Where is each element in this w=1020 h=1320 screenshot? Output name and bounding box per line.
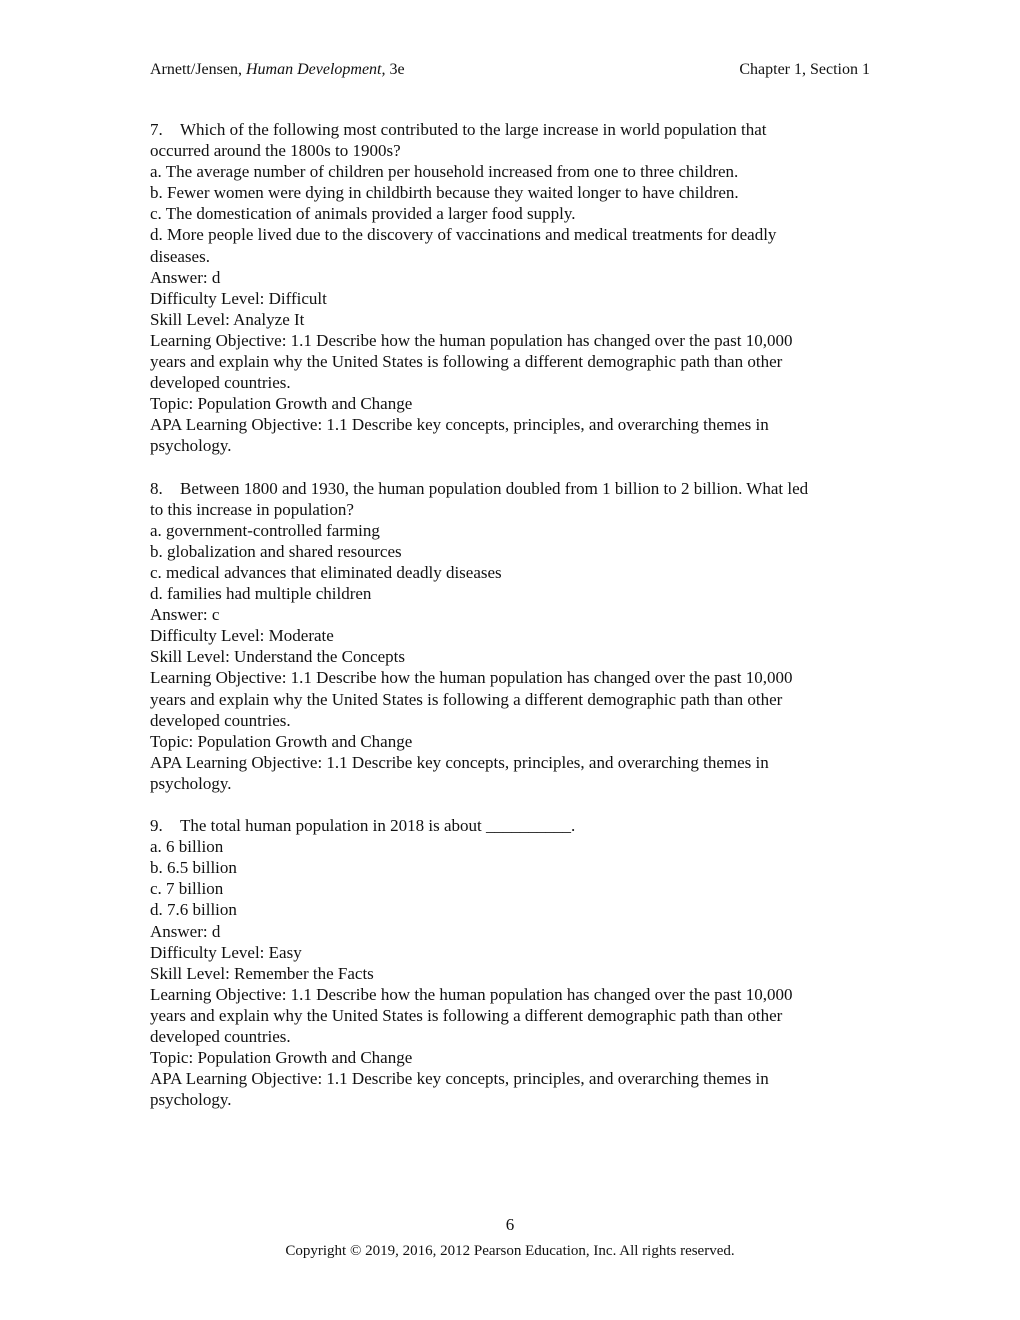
option-b: b. 6.5 billion [150, 858, 237, 878]
option-a: a. The average number of children per household increased from one to three children. [150, 162, 739, 182]
question-list [150, 119, 865, 1132]
question-stem: 9. The total human population in 2018 is about __________. [150, 816, 576, 836]
apa-learning-objective-continued: psychology. [150, 1090, 232, 1110]
apa-learning-objective-continued: psychology. [150, 436, 232, 456]
topic: Topic: Population Growth and Change [150, 731, 413, 751]
book-title: Human Development, [245, 61, 386, 78]
option-c: c. The domestication of animals provided a larger food supply. [150, 204, 576, 224]
learning-objective-continued: years and explain why the United States is following a different demographic path than other [150, 1005, 783, 1025]
question-stem-continued: occurred around the 1800s to 1900s? [150, 141, 401, 161]
option-c: c. medical advances that eliminated deadly diseases [150, 562, 502, 582]
difficulty-level: Difficulty Level: Moderate [150, 626, 334, 646]
apa-learning-objective-continued: psychology. [150, 773, 232, 793]
edition: 3e [385, 61, 405, 78]
answer: Answer: d [150, 921, 221, 941]
option-d: d. 7.6 billion [150, 900, 237, 920]
question-number: 7. [150, 120, 163, 139]
answer: Answer: d [150, 267, 221, 287]
apa-learning-objective: APA Learning Objective: 1.1 Describe key concepts, principles, and overarching themes in [150, 1069, 769, 1089]
question-stem: 8. Between 1800 and 1930, the human population doubled from 1 billion to 2 billion. What led [150, 478, 809, 498]
option-d-continued: diseases. [150, 246, 210, 266]
question-number: 9. [150, 816, 163, 836]
option-a: a. 6 billion [150, 837, 224, 857]
learning-objective: Learning Objective: 1.1 Describe how the human population has changed over the past 10,000 [150, 330, 793, 350]
authors: Arnett/Jensen, [150, 61, 246, 78]
topic: Topic: Population Growth and Change [150, 394, 413, 414]
skill-level: Skill Level: Remember the Facts [150, 963, 374, 983]
question-stem-continued: to this increase in population? [150, 499, 354, 519]
page-number: 6 [505, 1215, 515, 1234]
learning-objective-continued: developed countries. [150, 373, 291, 393]
option-b: b. Fewer women were dying in childbirth because they waited longer to have children. [150, 183, 739, 203]
apa-learning-objective: APA Learning Objective: 1.1 Describe key concepts, principles, and overarching themes in [150, 415, 769, 435]
learning-objective-continued: years and explain why the United States is following a different demographic path than other [150, 352, 783, 372]
learning-objective-continued: developed countries. [150, 1027, 291, 1047]
book-citation [150, 60, 405, 80]
option-c: c. 7 billion [150, 879, 224, 899]
option-a: a. government-controlled farming [150, 520, 380, 540]
skill-level: Skill Level: Analyze It [150, 309, 305, 329]
apa-learning-objective: APA Learning Objective: 1.1 Describe key concepts, principles, and overarching themes in [150, 752, 769, 772]
chapter-section: Chapter 1, Section 1 [739, 61, 870, 78]
answer: Answer: c [150, 605, 220, 625]
option-b: b. globalization and shared resources [150, 541, 402, 561]
learning-objective: Learning Objective: 1.1 Describe how the human population has changed over the past 10,000 [150, 668, 793, 688]
question-9 [150, 815, 865, 1110]
skill-level: Skill Level: Understand the Concepts [150, 647, 405, 667]
difficulty-level: Difficulty Level: Difficult [150, 288, 327, 308]
question-8 [150, 478, 865, 794]
learning-objective: Learning Objective: 1.1 Describe how the human population has changed over the past 10,000 [150, 984, 793, 1004]
copyright-notice: Copyright © 2019, 2016, 2012 Pearson Education, Inc. All rights reserved. [285, 1243, 735, 1259]
learning-objective-continued: developed countries. [150, 710, 291, 730]
question-stem: 7. Which of the following most contributed to the large increase in world population that [150, 120, 767, 139]
difficulty-level: Difficulty Level: Easy [150, 942, 302, 962]
learning-objective-continued: years and explain why the United States is following a different demographic path than other [150, 689, 783, 709]
option-d: d. families had multiple children [150, 584, 372, 604]
topic: Topic: Population Growth and Change [150, 1048, 413, 1068]
question-number: 8. [150, 478, 163, 498]
question-7 [150, 119, 865, 457]
option-d: d. More people lived due to the discovery of vaccinations and medical treatments for deadly [150, 225, 777, 245]
